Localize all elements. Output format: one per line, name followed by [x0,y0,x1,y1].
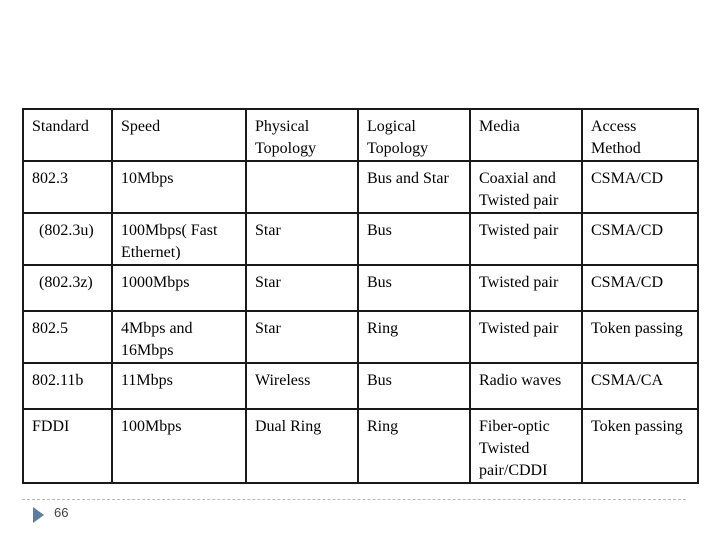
cell-logical-topology: Ring [358,409,470,483]
header-logical-topology: Logical Topology [358,109,470,161]
table-row [23,161,698,213]
cell-speed: 4Mbps and 16Mbps [112,311,246,363]
cell-access-method: CSMA/CD [582,265,698,311]
cell-standard: (802.3z) [23,265,112,311]
cell-speed: 1000Mbps [112,265,246,311]
cell-standard: 802.11b [23,363,112,409]
triangle-right-icon [33,507,44,523]
cell-standard: 802.3 [23,161,112,213]
cell-access-method: CSMA/CD [582,161,698,213]
cell-speed: 11Mbps [112,363,246,409]
cell-media: Twisted pair [470,311,582,363]
table-row [23,265,698,311]
cell-physical-topology: Star [246,265,358,311]
cell-standard: FDDI [23,409,112,483]
cell-physical-topology [246,161,358,213]
cell-access-method: CSMA/CA [582,363,698,409]
page-number: 66 [54,505,69,520]
header-standard: Standard [23,109,112,161]
table-row [23,213,698,265]
cell-physical-topology: Dual Ring [246,409,358,483]
cell-speed: 100Mbps( Fast Ethernet) [112,213,246,265]
cell-logical-topology: Ring [358,311,470,363]
cell-media: Twisted pair [470,213,582,265]
network-standards-table [22,108,699,484]
cell-standard: (802.3u) [23,213,112,265]
cell-access-method: Token passing [582,311,698,363]
cell-access-method: Token passing [582,409,698,483]
cell-logical-topology: Bus [358,363,470,409]
header-speed: Speed [112,109,246,161]
table-row [23,311,698,363]
cell-logical-topology: Bus [358,213,470,265]
footer-divider [22,499,686,500]
cell-media: Twisted pair [470,265,582,311]
cell-media: Fiber-optic Twisted pair/CDDI [470,409,582,483]
cell-physical-topology: Wireless [246,363,358,409]
table-row [23,363,698,409]
cell-speed: 100Mbps [112,409,246,483]
cell-standard: 802.5 [23,311,112,363]
cell-media: Radio waves [470,363,582,409]
header-access-method: Access Method [582,109,698,161]
cell-physical-topology: Star [246,213,358,265]
cell-physical-topology: Star [246,311,358,363]
table-header-row [23,109,698,161]
cell-speed: 10Mbps [112,161,246,213]
cell-logical-topology: Bus [358,265,470,311]
cell-media: Coaxial and Twisted pair [470,161,582,213]
cell-logical-topology: Bus and Star [358,161,470,213]
header-physical-topology: Physical Topology [246,109,358,161]
table-row [23,409,698,483]
header-media: Media [470,109,582,161]
cell-access-method: CSMA/CD [582,213,698,265]
